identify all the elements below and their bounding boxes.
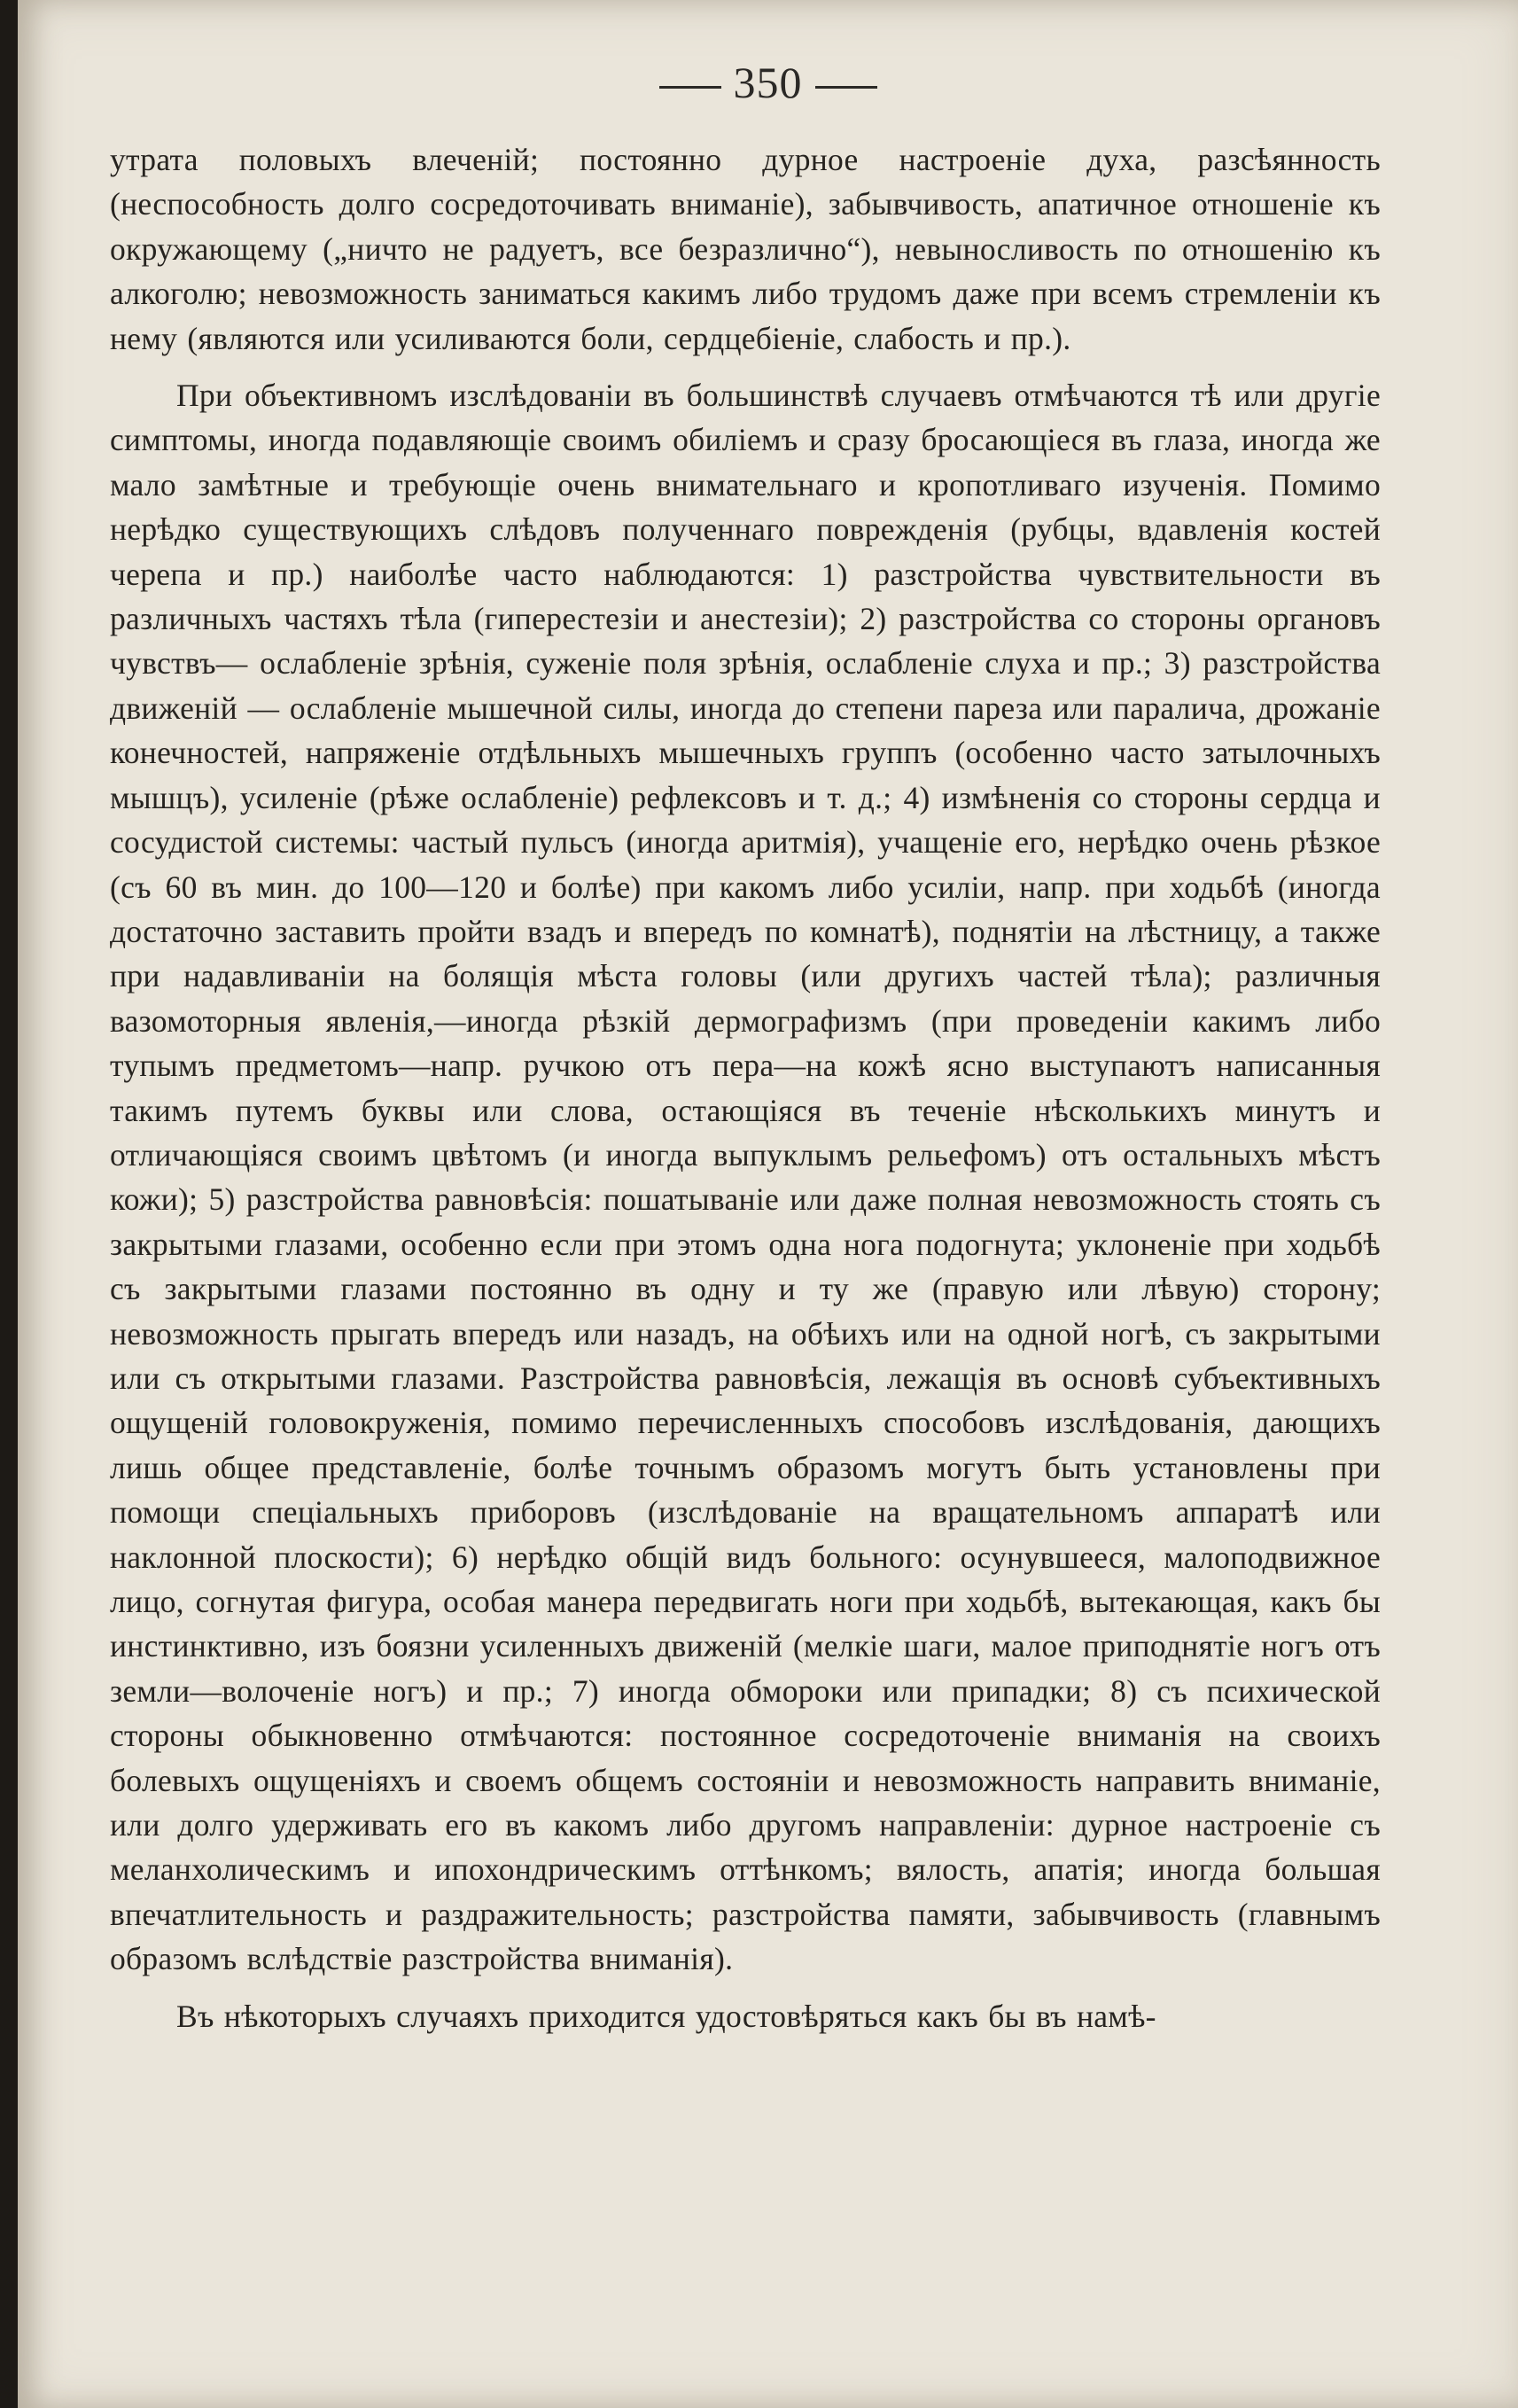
page-number-left-dash bbox=[659, 86, 721, 89]
body-text bbox=[110, 137, 1381, 2051]
book-page bbox=[18, 0, 1518, 2408]
page-number-header bbox=[18, 57, 1518, 108]
paragraph-1: утрата половыхъ влеченій; постоянно дурное настроеніе духа, разсѣянность (неспособность долго сосредоточивать вниманіе), забывчивость, апатичное отношеніе къ окружающему („ничто не радуетъ, все безразлично“), невыносливость по отношенію къ алкоголю; невозможность заниматься какимъ либо трудомъ даже при всемъ стремленіи къ нему (являются или усиливаются боли, сердцебіеніе, слабость и пр.). bbox=[110, 142, 1381, 356]
paragraph-2: При объективномъ изслѣдованіи въ большинствѣ случаевъ отмѣчаются тѣ или другіе симптомы, иногда подавляющіе своимъ обиліемъ и сразу бросающіеся въ глаза, иногда же мало замѣтные и требующіе очень внимательнаго и кропотливаго изученія. Помимо нерѣдко существующихъ слѣдовъ полученнаго поврежденія (рубцы, вдавленія костей черепа и пр.) наиболѣе часто наблюдаются: 1) разстройства чувствительности въ различныхъ частяхъ тѣла (гиперестезіи и анестезіи); 2) разстройства со стороны органовъ чувствъ— ослабленіе зрѣнія, суженіе поля зрѣнія, ослабленіе слуха и пр.; 3) разстройства движеній — ослабленіе мышечной силы, иногда до степени пареза или паралича, дрожаніе конечностей, напряженіе отдѣльныхъ мышечныхъ группъ (особенно часто затылочныхъ мышцъ), усиленіе (рѣже ослабленіе) рефлексовъ и т. д.; 4) измѣненія со стороны сердца и сосудистой системы: частый пульсъ (иногда аритмія), учащеніе его, нерѣдко очень рѣзкое (съ 60 въ мин. до 100—120 и болѣе) при какомъ либо усиліи, напр. при ходьбѣ (иногда достаточно заставить пройти взадъ и впередъ по комнатѣ), поднятіи на лѣстницу, а также при надавливаніи на болящія мѣста головы (или другихъ частей тѣла); различныя вазомоторныя явленія,—иногда рѣзкій дермографизмъ (при проведеніи какимъ либо тупымъ предметомъ—напр. ручкою отъ пера—на кожѣ ясно выступаютъ написанныя такимъ путемъ буквы или слова, остающіяся въ теченіе нѣсколькихъ минутъ и отличающіяся своимъ цвѣтомъ (и иногда выпуклымъ рельефомъ) отъ остальныхъ мѣстъ кожи); 5) разстройства равновѣсія: пошатываніе или даже полная невозможность стоять съ закрытыми глазами, особенно если при этомъ одна нога подогнута; уклоненіе при ходьбѣ съ закрытыми глазами постоянно въ одну и ту же (правую или лѣвую) сторону; невозможность прыгать впередъ или назадъ, на обѣихъ или на одной ногѣ, съ закрытыми или съ открытыми глазами. Разстройства равновѣсія, лежащія въ основѣ субъективныхъ ощущеній головокруженія, помимо перечисленныхъ способовъ изслѣдованія, дающихъ лишь общее представленіе, болѣе точнымъ образомъ могутъ быть установлены при помощи спеціальныхъ приборовъ (изслѣдованіе на вращательномъ аппаратѣ или наклонной плоскости); 6) нерѣдко общій видъ больного: осунувшееся, малоподвижное лицо, согнутая фигура, особая манера передвигать ноги при ходьбѣ, вытекающая, какъ бы инстинктивно, изъ боязни усиленныхъ движеній (мелкіе шаги, малое приподнятіе ногъ отъ земли—волоченіе ногъ) и пр.; 7) иногда обмороки или припадки; 8) съ психической стороны обыкновенно отмѣчаются: постоянное сосредоточеніе вниманія на своихъ болевыхъ ощущеніяхъ и своемъ общемъ состояніи и невозможность направить вниманіе, или долго удерживать его въ какомъ либо другомъ направленіи: дурное настроеніе съ меланхолическимъ и ипохондрическимъ оттѣнкомъ; вялость, апатія; иногда большая впечатлительность и раздражительность; разстройства памяти, забывчивость (главнымъ образомъ вслѣдствіе разстройства вниманія). bbox=[110, 378, 1381, 1977]
paragraph-3: Въ нѣкоторыхъ случаяхъ приходится удостовѣряться какъ бы въ намѣ- bbox=[176, 1998, 1156, 2034]
page-number-right-dash bbox=[815, 86, 877, 89]
page-number: 350 bbox=[733, 58, 803, 107]
